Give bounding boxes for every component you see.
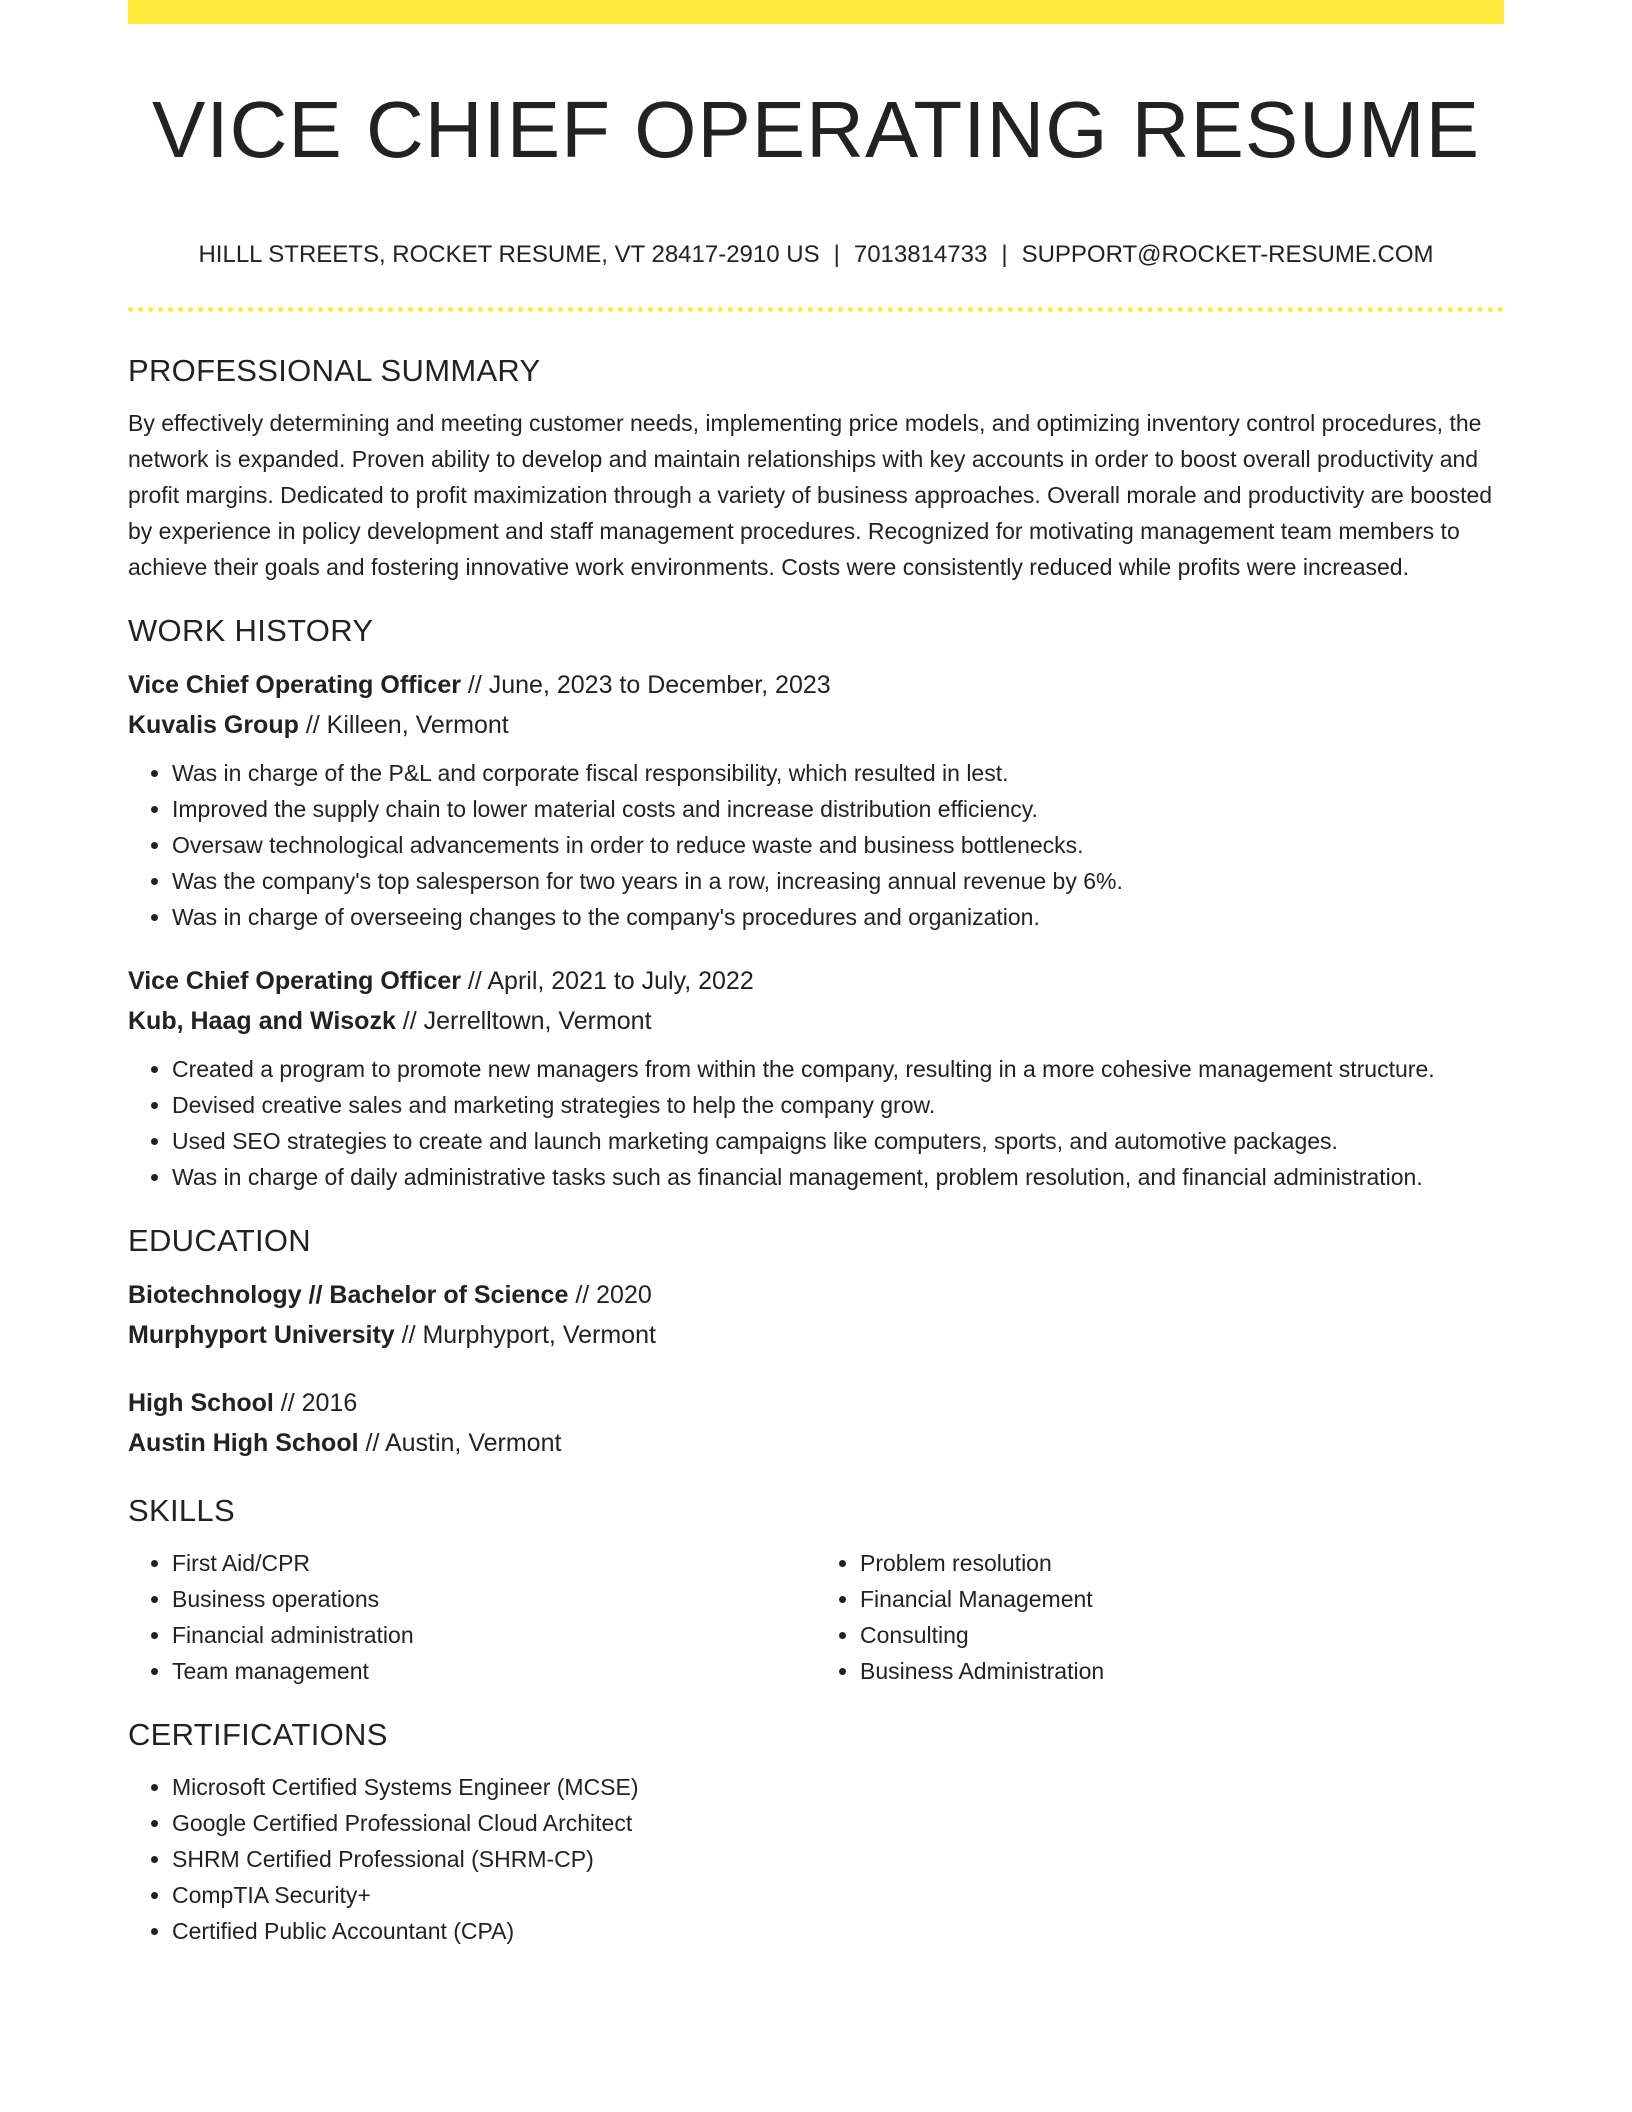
school-line: [128, 1315, 1504, 1355]
list-item: • Used SEO strategies to create and launch marketing campaigns like computers, sports, and automotive packages.: [172, 1123, 1504, 1159]
job-bullets: [128, 755, 1504, 935]
list-item: • Was in charge of overseeing changes to the company's procedures and organization.: [172, 899, 1504, 935]
skills-list-left: [128, 1545, 816, 1689]
address: HILLL STREETS, ROCKET RESUME, VT 28417-2910 US: [198, 241, 820, 268]
job-title-line: [128, 961, 1504, 1001]
job-bullets: [128, 1051, 1504, 1195]
section-heading: PROFESSIONAL SUMMARY: [128, 353, 541, 388]
email: SUPPORT@ROCKET-RESUME.COM: [1021, 241, 1434, 268]
list-item: • Google Certified Professional Cloud Architect: [172, 1805, 1504, 1841]
list-item: • Was in charge of daily administrative tasks such as financial management, problem resolution, and financial administration.: [172, 1159, 1504, 1195]
skills-list-right: [816, 1545, 1504, 1689]
list-item: • Certified Public Accountant (CPA): [172, 1913, 1504, 1949]
graduation-year: // 2020: [568, 1281, 652, 1309]
school: Austin High School: [128, 1429, 359, 1457]
job-location: // Jerrelltown, Vermont: [395, 1007, 652, 1035]
job-title-line: [128, 665, 1504, 705]
education-entry: [128, 1275, 1504, 1355]
summary-section: [128, 351, 1504, 585]
resume-title: VICE CHIEF OPERATING RESUME: [152, 85, 1480, 174]
skills-section: [128, 1491, 1504, 1689]
list-item: • First Aid/CPR: [172, 1545, 816, 1581]
job-location: // Killeen, Vermont: [298, 711, 509, 739]
list-item: • Was in charge of the P&L and corporate fiscal responsibility, which resulted in lest.: [172, 755, 1504, 791]
education-section: [128, 1221, 1504, 1463]
list-item: • Devised creative sales and marketing strategies to help the company grow.: [172, 1087, 1504, 1123]
list-item: • Business operations: [172, 1581, 816, 1617]
section-heading: WORK HISTORY: [128, 613, 374, 648]
list-item: • Improved the supply chain to lower material costs and increase distribution efficiency.: [172, 791, 1504, 827]
list-item: • SHRM Certified Professional (SHRM-CP): [172, 1841, 1504, 1877]
job-dates: // April, 2021 to July, 2022: [460, 967, 754, 995]
section-heading: SKILLS: [128, 1493, 235, 1528]
list-item: • Microsoft Certified Systems Engineer (MCSE): [172, 1769, 1504, 1805]
list-item: • Problem resolution: [860, 1545, 1504, 1581]
accent-bar: [128, 0, 1504, 24]
dotted-divider: [128, 307, 1504, 312]
job-company-line: [128, 1001, 1504, 1041]
list-item: • Business Administration: [860, 1653, 1504, 1689]
company: Kuvalis Group: [128, 711, 299, 739]
school-line: [128, 1423, 1504, 1463]
job-entry: [128, 665, 1504, 935]
education-entry: [128, 1383, 1504, 1463]
list-item: • Created a program to promote new managers from within the company, resulting in a more cohesive management structure.: [172, 1051, 1504, 1087]
phone: 7013814733: [853, 241, 988, 268]
resume-content: [128, 351, 1504, 1949]
section-heading: EDUCATION: [128, 1223, 311, 1258]
degree: High School: [128, 1389, 274, 1417]
skills-columns: [128, 1545, 1504, 1689]
contact-line: [128, 236, 1504, 274]
certifications-section: [128, 1715, 1504, 1949]
degree: Biotechnology // Bachelor of Science: [128, 1281, 569, 1309]
job-title: Vice Chief Operating Officer: [128, 671, 461, 699]
list-item: • CompTIA Security+: [172, 1877, 1504, 1913]
school: Murphyport University: [128, 1321, 395, 1349]
school-location: // Murphyport, Vermont: [394, 1321, 656, 1349]
section-heading: CERTIFICATIONS: [128, 1717, 388, 1752]
list-item: • Oversaw technological advancements in order to reduce waste and business bottlenecks.: [172, 827, 1504, 863]
company: Kub, Haag and Wisozk: [128, 1007, 396, 1035]
contact-separator: |: [1001, 241, 1008, 268]
contact-separator: |: [833, 241, 840, 268]
certifications-list: [128, 1769, 1504, 1949]
degree-line: [128, 1383, 1504, 1423]
school-location: // Austin, Vermont: [358, 1429, 562, 1457]
job-dates: // June, 2023 to December, 2023: [460, 671, 831, 699]
summary-text: By effectively determining and meeting customer needs, implementing price models, and optimizing inventory control procedures, the network is expanded. Proven ability to develop and maintain relationships with key accounts in order to boost overall productivity and profit margins. Dedicated to profit maximization through a variety of business approaches. Overall morale and productivity are boosted by experience in policy development and staff management procedures. Recognized for motivating management team members to achieve their goals and fostering innovative work environments. Costs were consistently reduced while profits were increased.: [128, 410, 1493, 580]
degree-line: [128, 1275, 1504, 1315]
graduation-year: // 2016: [273, 1389, 358, 1417]
list-item: • Team management: [172, 1653, 816, 1689]
list-item: • Consulting: [860, 1617, 1504, 1653]
job-title: Vice Chief Operating Officer: [128, 967, 461, 995]
list-item: • Was the company's top salesperson for two years in a row, increasing annual revenue by 6%.: [172, 863, 1504, 899]
job-entry: [128, 961, 1504, 1195]
list-item: • Financial Management: [860, 1581, 1504, 1617]
job-company-line: [128, 705, 1504, 745]
work-history-section: [128, 611, 1504, 1195]
list-item: • Financial administration: [172, 1617, 816, 1653]
